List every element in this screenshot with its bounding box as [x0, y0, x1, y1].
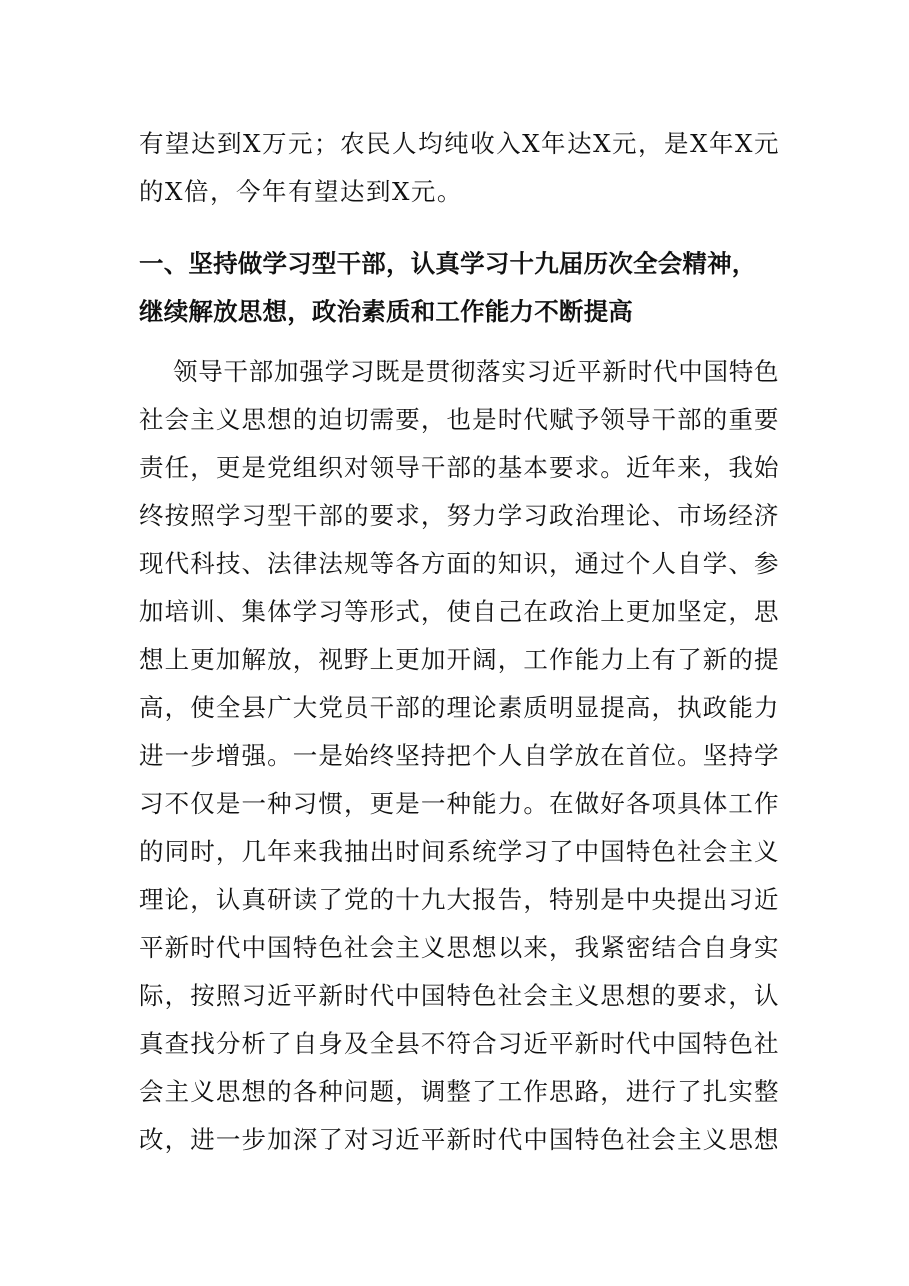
body-line-15: 真查找分析了自身及全县不符合习近平新时代中国特色社 — [139, 1029, 779, 1058]
intro-line-2: 的X倍，今年有望达到X元。 — [139, 177, 463, 206]
body-line-10: 习不仅是一种习惯，更是一种能力。在做好各项具体工作 — [139, 789, 779, 818]
section-heading-line-2: 继续解放思想，政治素质和工作能力不断提高 — [139, 297, 633, 326]
body-line-2: 社会主义思想的迫切需要，也是时代赋予领导干部的重要 — [139, 405, 779, 434]
body-line-4: 终按照学习型干部的要求，努力学习政治理论、市场经济 — [139, 501, 779, 530]
body-line-1: 领导干部加强学习既是贯彻落实习近平新时代中国特色 — [173, 357, 779, 386]
body-line-12: 理论，认真研读了党的十九大报告，特别是中央提出习近 — [139, 885, 779, 914]
body-line-11: 的同时，几年来我抽出时间系统学习了中国特色社会主义 — [139, 837, 779, 866]
body-line-14: 际，按照习近平新时代中国特色社会主义思想的要求，认 — [139, 981, 779, 1010]
body-line-5: 现代科技、法律法规等各方面的知识，通过个人自学、参 — [139, 549, 779, 578]
body-line-3: 责任，更是党组织对领导干部的基本要求。近年来，我始 — [139, 453, 779, 482]
section-heading-line-1: 一、坚持做学习型干部，认真学习十九届历次全会精神， — [139, 249, 757, 278]
body-line-9: 进一步增强。一是始终坚持把个人自学放在首位。坚持学 — [139, 741, 779, 770]
body-line-6: 加培训、集体学习等形式，使自己在政治上更加坚定，思 — [139, 597, 779, 626]
body-line-17: 改，进一步加深了对习近平新时代中国特色社会主义思想 — [139, 1125, 779, 1154]
body-line-7: 想上更加解放，视野上更加开阔，工作能力上有了新的提 — [139, 645, 779, 674]
body-line-16: 会主义思想的各种问题，调整了工作思路，进行了扎实整 — [139, 1077, 779, 1106]
intro-line-1: 有望达到X万元；农民人均纯收入X年达X元，是X年X元 — [139, 129, 779, 158]
body-line-8: 高，使全县广大党员干部的理论素质明显提高，执政能力 — [139, 693, 779, 722]
body-line-13: 平新时代中国特色社会主义思想以来，我紧密结合自身实 — [139, 933, 779, 962]
